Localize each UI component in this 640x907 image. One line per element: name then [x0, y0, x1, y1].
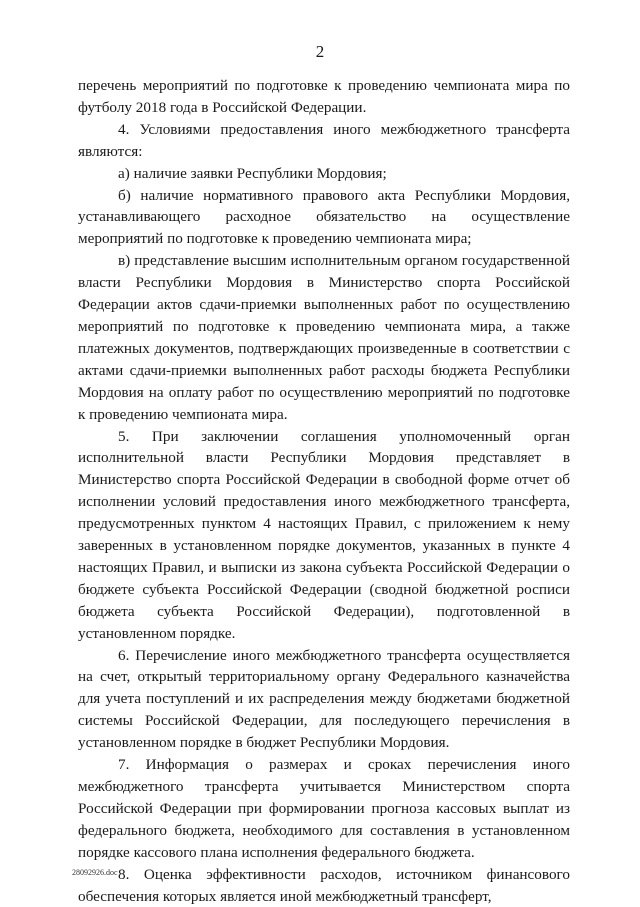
page-number: 2 [315, 42, 325, 61]
paragraph-subitem-a: а) наличие заявки Республики Мордовия; [118, 164, 387, 182]
footer-doc-code: 28092926.doc [72, 868, 118, 877]
paragraph-continuation: перечень мероприятий по подготовке к проведению чемпионата мира по футболу 2018 года в Российской Федерации. [78, 77, 570, 116]
paragraph-item-8: 8. Оценка эффективности расходов, источником финансового обеспечения которых является иной межбюджетный трансферт, [78, 865, 570, 905]
paragraph-item-4: 4. Условиями предоставления иного межбюджетного трансферта являются: [78, 120, 570, 160]
document-body [78, 75, 570, 907]
paragraph-subitem-b: б) наличие нормативного правового акта Республики Мордовия, устанавливающего расходное обязательство на осуществление мероприятий по подготовке к проведению чемпионата мира; [78, 186, 570, 248]
paragraph-subitem-v: в) представление высшим исполнительным органом государственной власти Республики Мордовия в Министерство спорта Российской Федерации актов сдачи-приемки выполненных работ по осуществлению мероприятий по подготовке к проведению чемпионата мира, а также платежных документов, подтверждающих произведенные в соответствии с актами сдачи-приемки выполненных работ расходы бюджета Республики Мордовия на оплату работ по осуществлению мероприятий по подготовке к проведению чемпионата мира. [78, 252, 570, 423]
paragraph-item-5: 5. При заключении соглашения уполномоченный орган исполнительной власти Республики Мордовия представляет в Министерство спорта Российской Федерации в свободной форме отчет об исполнении условий предоставления иного межбюджетного трансферта, предусмотренных пунктом 4 настоящих Правил, с приложением к нему заверенных в установленном порядке документов, указанных в пункте 4 настоящих Правил, и выписки из закона субъекта Российской Федерации о бюджете субъекта Российской Федерации (сводной бюджетной росписи бюджета субъекта Российской Федерации), подготовленной в установленном порядке. [78, 427, 570, 642]
paragraph-item-6: 6. Перечисление иного межбюджетного трансферта осуществляется на счет, открытый территориальному органу Федерального казначейства для учета поступлений и их распределения между бюджетами бюджетной системы Российской Федерации, для последующего перечисления в установленном порядке в бюджет Республики Мордовия. [78, 646, 570, 752]
paragraph-item-7: 7. Информация о размерах и сроках перечисления иного межбюджетного трансферта учитывается Министерством спорта Российской Федерации при формировании прогноза кассовых выплат из федерального бюджета, необходимого для составления в установленном порядке кассового плана исполнения федерального бюджета. [78, 756, 570, 861]
